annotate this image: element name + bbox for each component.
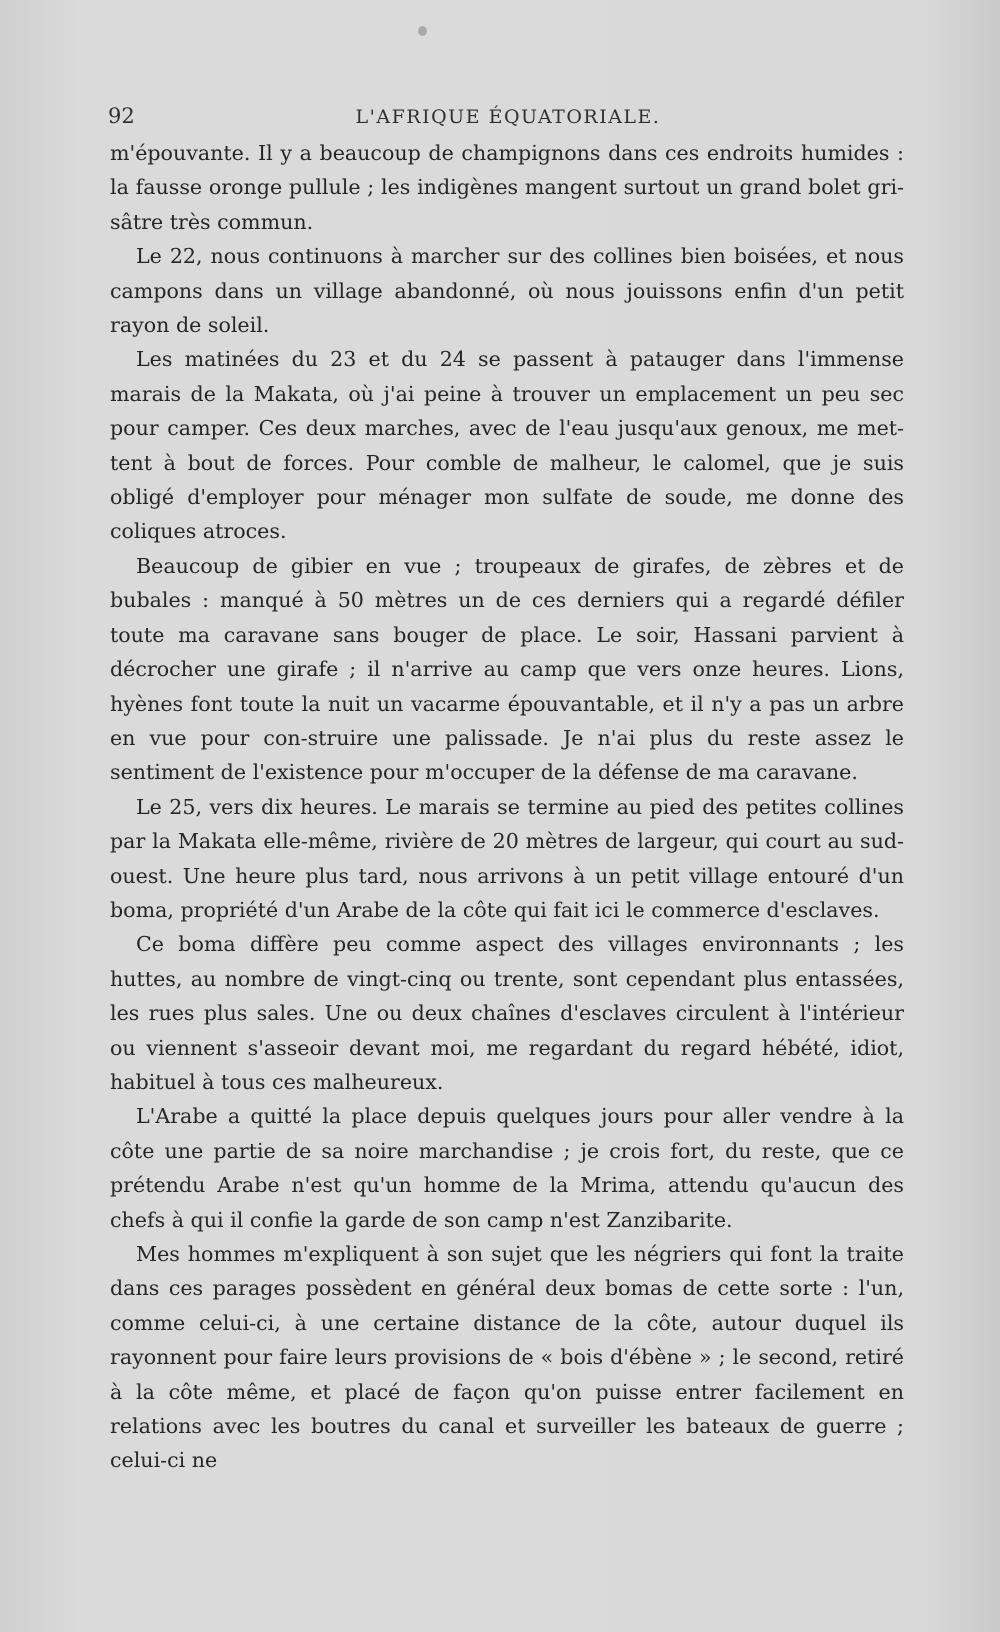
paragraph-4: Beaucoup de gibier en vue ; troupeaux de girafes, de zèbres et de bubales : manqué à 50 mètres un de ces derniers qui a regardé défiler toute ma caravane sans bouger de place. Le soir, Hassani parvient à décrocher une girafe ; il n'arrive au camp que vers onze heures. Lions, hyènes font toute la nuit un vacarme épouvantable, et il n'y a pas un arbre en vue pour con-struire une palissade. Je n'ai plus du reste assez le sentiment de l'existence pour m'occuper de la défense de ma caravane. [110, 553, 904, 785]
paragraph-6: Ce boma diffère peu comme aspect des villages environnants ; les huttes, au nombre de vingt-cinq ou trente, sont cependant plus entassées, les rues plus sales. Une ou deux chaînes d'esclaves circulent à l'intérieur ou viennent s'asseoir devant moi, me regardant du regard hébété, idiot, habituel à tous ces malheureux. [110, 932, 904, 1094]
ink-speck [418, 26, 427, 36]
page-header [108, 104, 908, 134]
paragraph-1: m'épouvante. Il y a beaucoup de champignons dans ces endroits humides : la fausse oronge pullule ; les indigènes mangent surtout un grand bolet gri-sâtre très commun. [110, 141, 904, 234]
page-number: 92 [108, 104, 135, 128]
paragraph-8: Mes hommes m'expliquent à son sujet que les négriers qui font la traite dans ces parages possèdent en général deux bomas de cette sorte : l'un, comme celui-ci, à une certaine distance de la côte, autour duquel ils rayonnent pour faire leurs provisions de « bois d'ébène » ; le second, retiré à la côte même, et placé de façon qu'on puisse entrer facilement en relations avec les boutres du canal et surveiller les bateaux de guerre ; celui-ci ne [110, 1242, 904, 1473]
page-body [110, 136, 904, 1478]
paragraph-3: Les matinées du 23 et du 24 se passent à patauger dans l'immense marais de la Makata, où j'ai peine à trouver un emplacement un peu sec pour camper. Ces deux marches, avec de l'eau jusqu'aux genoux, me met-tent à bout de forces. Pour comble de malheur, le calomel, que je suis obligé d'employer pour ménager mon sulfate de soude, me donne des coliques atroces. [110, 347, 904, 544]
paragraph-7: L'Arabe a quitté la place depuis quelques jours pour aller vendre à la côte une partie de sa noire marchandise ; je crois fort, du reste, que ce prétendu Arabe n'est qu'un homme de la Mrima, attendu qu'aucun des chefs à qui il confie la garde de son camp n'est Zanzibarite. [110, 1104, 904, 1232]
running-title: L'AFRIQUE ÉQUATORIALE. [355, 106, 661, 128]
paragraph-5: Le 25, vers dix heures. Le marais se termine au pied des petites collines par la Makata elle-même, rivière de 20 mètres de largeur, qui court au sud-ouest. Une heure plus tard, nous arrivons à un petit village entouré d'un boma, propriété d'un Arabe de la côte qui fait ici le commerce d'esclaves. [110, 794, 904, 922]
paragraph-2: Le 22, nous continuons à marcher sur des collines bien boisées, et nous campons dans un village abandonné, où nous jouissons enfin d'un petit rayon de soleil. [110, 244, 904, 338]
